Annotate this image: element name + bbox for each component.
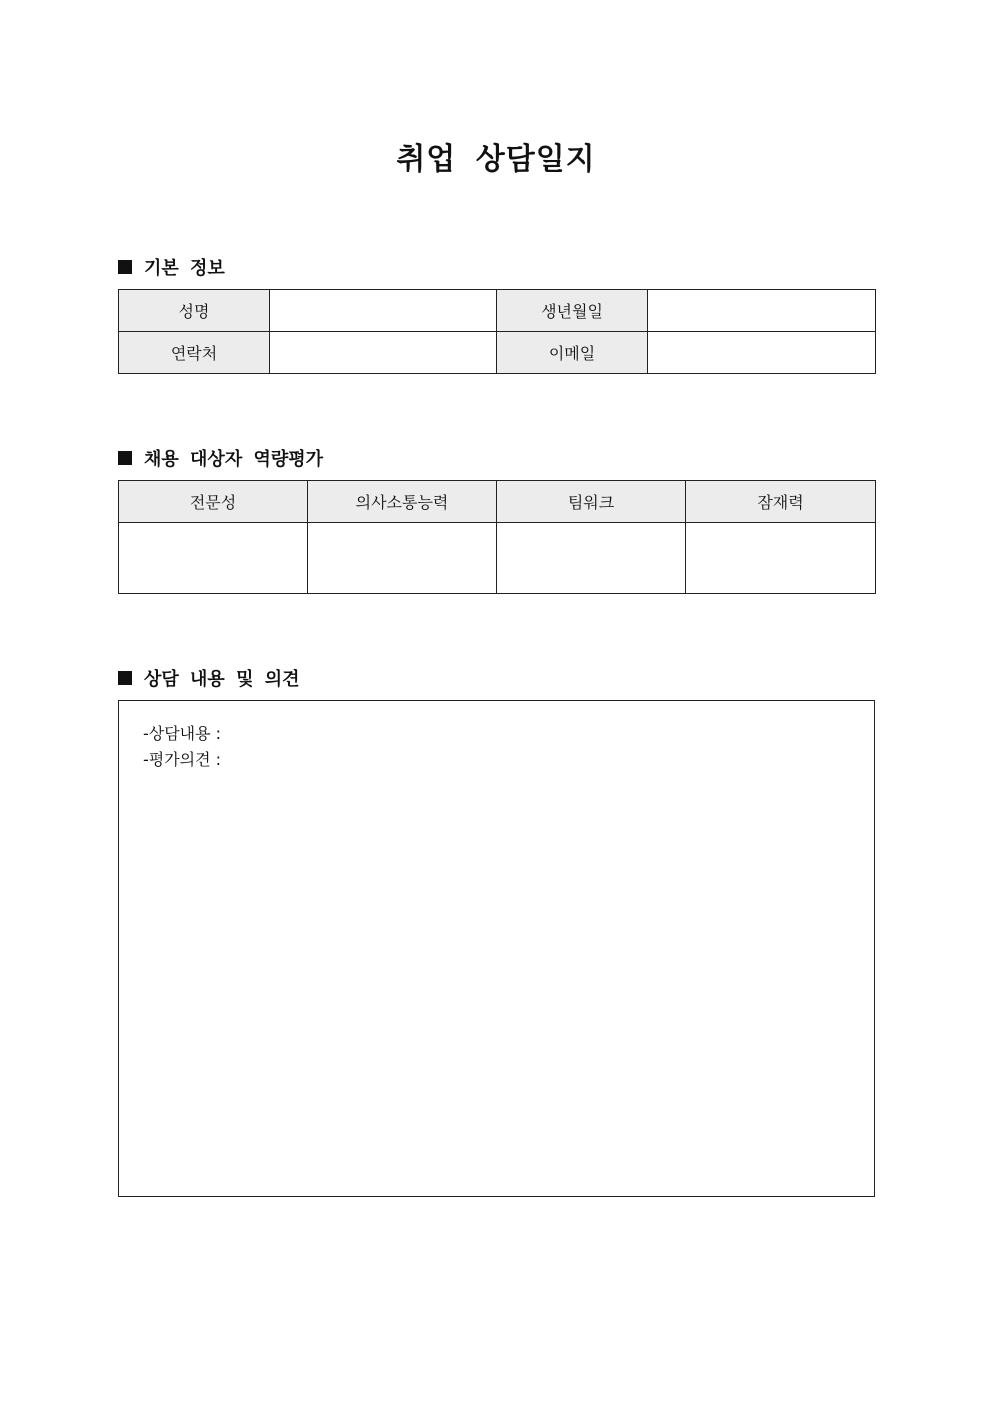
basic-info-heading [118,254,225,280]
basic-info-table [118,289,876,374]
counseling-content-line: -상담내용 : [143,724,222,743]
name-field[interactable] [270,290,497,332]
expertise-field[interactable] [119,523,308,594]
email-field[interactable] [648,332,876,374]
potential-field[interactable] [686,523,876,594]
teamwork-field[interactable] [497,523,686,594]
table-header-row [119,481,876,523]
contact-label: 연락처 [119,332,270,374]
evaluation-opinion-line: -평가의견 : [143,750,222,769]
communication-field[interactable] [308,523,497,594]
potential-header: 잠재력 [686,481,876,523]
table-row [119,290,876,332]
document-title: 취업 상담일지 [396,142,596,177]
table-row [119,332,876,374]
competency-table [118,480,876,594]
contact-field[interactable] [270,332,497,374]
communication-header: 의사소통능력 [308,481,497,523]
email-label: 이메일 [497,332,648,374]
square-bullet-icon [118,671,132,685]
basic-info-heading-text: 기본 정보 [144,258,225,279]
competency-heading-text: 채용 대상자 역량평가 [144,449,324,470]
name-label: 성명 [119,290,270,332]
square-bullet-icon [118,260,132,274]
birthdate-label: 생년월일 [497,290,648,332]
counseling-notes-box[interactable] [118,700,875,1197]
competency-heading [118,445,323,471]
teamwork-header: 팀워크 [497,481,686,523]
expertise-header: 전문성 [119,481,308,523]
square-bullet-icon [118,451,132,465]
birthdate-field[interactable] [648,290,876,332]
counseling-heading [118,665,300,691]
counseling-heading-text: 상담 내용 및 의견 [144,669,300,690]
table-row [119,523,876,594]
